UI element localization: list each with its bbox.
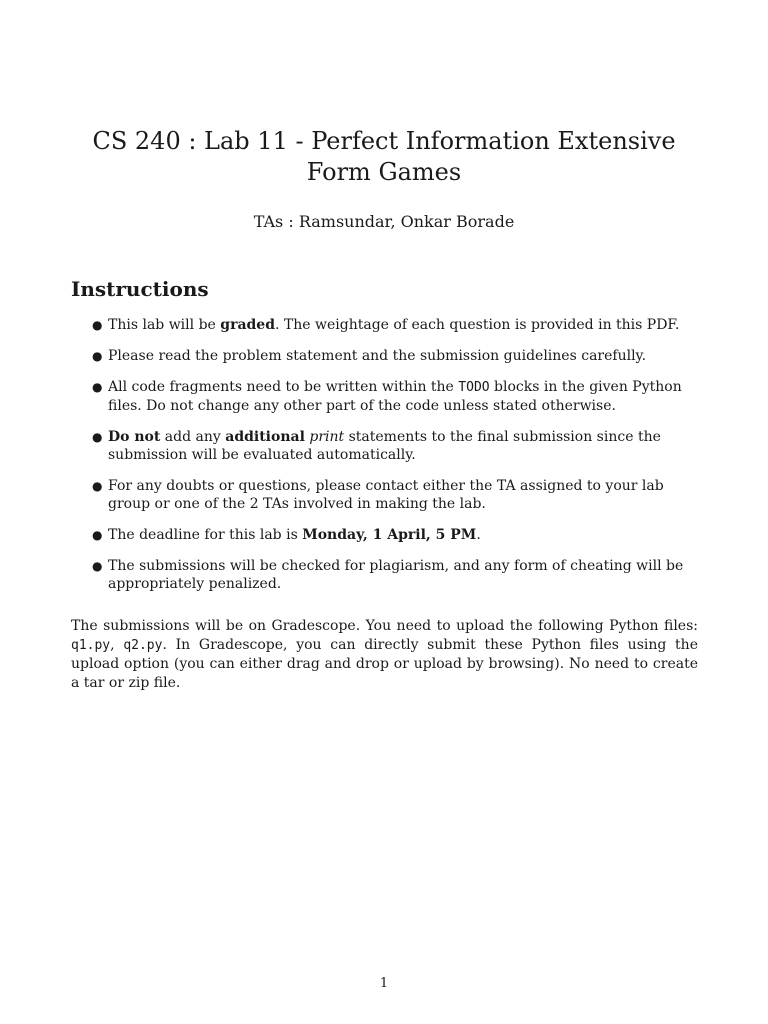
bullet-text: statements to the final submission since the submission will be evaluated automatically. <box>108 429 661 463</box>
bullet-icon: ● <box>92 559 103 573</box>
section-heading-instructions: Instructions <box>71 277 209 301</box>
list-item <box>92 378 698 415</box>
filename-q2: q2.py <box>123 638 163 653</box>
bullet-icon: ● <box>92 380 103 394</box>
deadline-text: Monday, 1 April, 5 PM <box>302 527 477 543</box>
bold-text: graded <box>220 317 276 333</box>
bullet-text: All code fragments need to be written within the <box>108 379 459 395</box>
list-item <box>92 526 698 544</box>
filename-q1: q1.py <box>71 638 111 653</box>
paragraph-text: . In Gradescope, you can directly submit these Python files using the upload option (you can either drag and drop or upload by browsing). No need to create a tar or zip file. <box>71 637 698 691</box>
page-number: 1 <box>379 976 389 991</box>
bullet-text: . <box>476 527 481 543</box>
list-item <box>92 347 698 365</box>
list-item <box>92 316 698 334</box>
bullet-text: The submissions will be checked for plagiarism, and any form of cheating will be appropriately penalized. <box>108 558 684 592</box>
bullet-icon: ● <box>92 479 103 493</box>
bullet-text: This lab will be <box>108 317 221 333</box>
instructions-list <box>92 316 698 606</box>
list-item <box>92 428 698 464</box>
italic-text: print <box>309 429 345 445</box>
paragraph-text: The submissions will be on Gradescope. You need to upload the following Python files: <box>71 618 698 634</box>
bullet-icon: ● <box>92 349 103 363</box>
bold-text: Do not <box>108 429 161 445</box>
code-text: TODO <box>458 380 490 395</box>
bullet-icon: ● <box>92 318 103 332</box>
bullet-text: add any <box>160 429 226 445</box>
list-item <box>92 557 698 593</box>
bullet-text: For any doubts or questions, please contact either the TA assigned to your lab group or one of the 2 TAs involved in making the lab. <box>108 478 664 512</box>
list-item <box>92 477 698 513</box>
bullet-text: . The weightage of each question is provided in this PDF. <box>275 317 680 333</box>
bullet-text: Please read the problem statement and the submission guidelines carefully. <box>108 348 647 364</box>
bullet-icon: ● <box>92 528 103 542</box>
bullet-icon: ● <box>92 430 103 444</box>
bullet-text: The deadline for this lab is <box>108 527 303 543</box>
submission-paragraph <box>71 617 698 693</box>
paragraph-text: , <box>110 637 124 653</box>
ta-names: TAs : Ramsundar, Onkar Borade <box>253 212 515 231</box>
bold-text: additional <box>225 429 305 445</box>
bullet-text: blocks in the given Python files. Do not change any other part of the code unless stated otherwise. <box>108 379 682 414</box>
document-title: CS 240 : Lab 11 - Perfect Information Extensive Form Games <box>92 127 676 186</box>
